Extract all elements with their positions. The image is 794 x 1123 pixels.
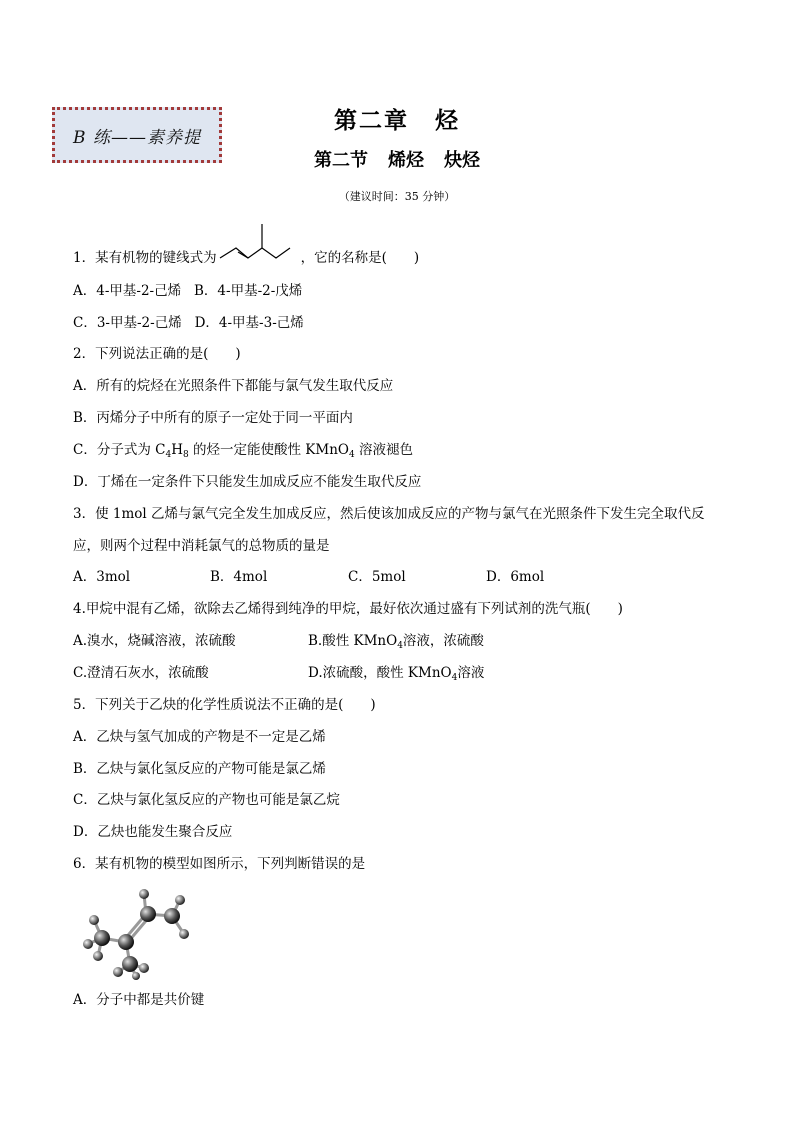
q1-option-b[interactable]: B．4-甲基-2-戊烯 bbox=[194, 283, 303, 299]
section-number: 第二节 bbox=[314, 150, 368, 171]
suggested-time: （建议时间：35 分钟） bbox=[338, 190, 456, 203]
q6-option-a[interactable]: A．分子中都是共价键 bbox=[73, 992, 205, 1008]
q3-stem-line2: 应，则两个过程中消耗氯气的总物质的量是 bbox=[73, 538, 330, 554]
q4-option-a[interactable]: A.溴水，烧碱溶液，浓硫酸 bbox=[73, 633, 236, 649]
q4-option-c[interactable]: C.澄清石灰水，浓硫酸 bbox=[73, 665, 209, 681]
q2-option-d[interactable]: D．丁烯在一定条件下只能发生加成反应不能发生取代反应 bbox=[73, 474, 422, 490]
chapter-name: 烃 bbox=[435, 108, 460, 134]
q1-option-a[interactable]: A．4-甲基-2-己烯 bbox=[73, 283, 182, 299]
q5-stem: 5．下列关于乙炔的化学性质说法不正确的是( ) bbox=[73, 697, 376, 713]
q3-stem-line1: 3．使 1mol 乙烯与氯气完全发生加成反应，然后使该加成反应的产物与氯气在光照条件下发生完全取代反 bbox=[73, 506, 705, 522]
q6-stem: 6．某有机物的模型如图所示，下列判断错误的是 bbox=[73, 856, 366, 872]
q2-option-c[interactable]: C．分子式为 $C_4H_8$ 的烃一定能使酸性 KMnO$_4$ 溶液褪色 bbox=[73, 442, 413, 460]
q4-option-d[interactable]: D.浓硫酸，酸性 KMnO$_4$溶液 bbox=[308, 665, 485, 683]
section-topic-1: 烯烃 bbox=[388, 150, 424, 171]
q3-option-d[interactable]: D．6mol bbox=[486, 569, 545, 585]
q5-option-d[interactable]: D．乙炔也能发生聚合反应 bbox=[73, 824, 233, 840]
skeletal-formula-figure bbox=[218, 218, 304, 266]
q1-option-d[interactable]: D．4-甲基-3-己烯 bbox=[194, 315, 304, 331]
badge-text: B 练——素养提 bbox=[73, 127, 201, 148]
q1-option-c[interactable]: C．3-甲基-2-己烯 bbox=[73, 315, 182, 331]
q1-stem: 1．某有机物的键线式为 ，它的名称是( ) bbox=[73, 250, 420, 266]
q5-option-a[interactable]: A．乙炔与氢气加成的产物是不一定是乙烯 bbox=[73, 729, 326, 745]
q5-option-b[interactable]: B．乙炔与氯化氢反应的产物可能是氯乙烯 bbox=[73, 761, 326, 777]
q2-option-b[interactable]: B．丙烯分子中所有的原子一定处于同一平面内 bbox=[73, 410, 353, 426]
q4-option-b[interactable]: B.酸性 KMnO$_4$溶液，浓硫酸 bbox=[308, 633, 484, 651]
ball-and-stick-model-figure bbox=[80, 880, 200, 980]
q1-options-cd bbox=[73, 314, 304, 332]
chapter-number: 第二章 bbox=[334, 108, 409, 134]
chapter-title bbox=[0, 102, 794, 135]
q2-stem: 2．下列说法正确的是( ) bbox=[73, 346, 241, 362]
section-title bbox=[0, 146, 794, 172]
q2-option-a[interactable]: A．所有的烷烃在光照条件下都能与氯气发生取代反应 bbox=[73, 378, 394, 394]
q4-stem: 4.甲烷中混有乙烯，欲除去乙烯得到纯净的甲烷，最好依次通过盛有下列试剂的洗气瓶( ) bbox=[73, 601, 623, 617]
section-topic-2: 炔烃 bbox=[444, 150, 480, 171]
q3-option-b[interactable]: B．4mol bbox=[210, 569, 268, 585]
q5-option-c[interactable]: C．乙炔与氯化氢反应的产物也可能是氯乙烷 bbox=[73, 792, 340, 808]
q3-option-a[interactable]: A．3mol bbox=[73, 569, 131, 585]
q3-option-c[interactable]: C．5mol bbox=[348, 569, 406, 585]
q1-options-ab bbox=[73, 282, 302, 300]
